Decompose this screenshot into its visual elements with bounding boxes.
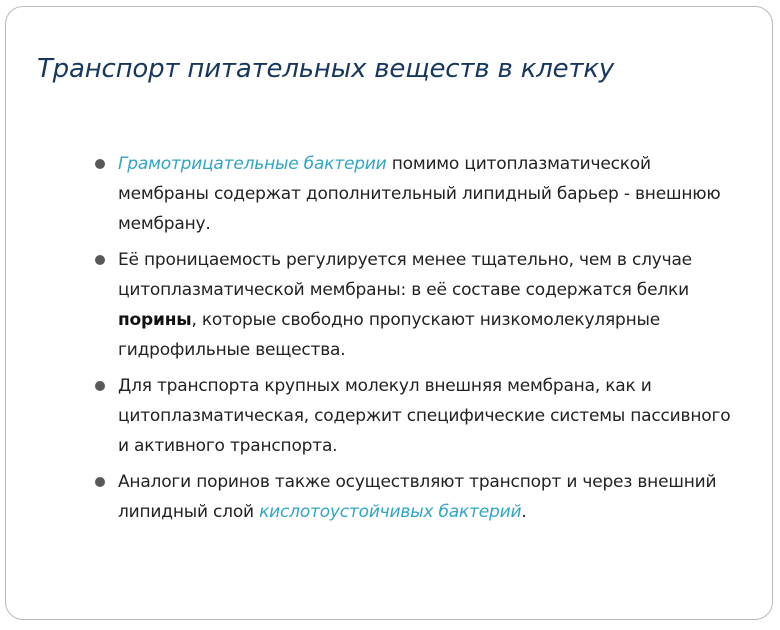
bullet-item <box>95 371 745 461</box>
bullet-text: , которые свободно пропускают низкомолекулярные гидрофильные вещества. <box>118 310 660 360</box>
bullet-dot-icon <box>95 255 105 265</box>
bullet-text: Для транспорта крупных молекул внешняя мембрана, как и цитоплазматическая, содержит специфические системы пассивного и активного транспорта. <box>118 376 731 456</box>
bullet-item <box>95 149 745 239</box>
bullet-item <box>95 467 745 527</box>
bullet-text: Аналоги поринов также осуществляют транспорт и через внешний липидный слой <box>118 472 717 522</box>
bold-term: порины <box>118 310 192 330</box>
bullet-dot-icon <box>95 381 105 391</box>
slide <box>5 6 773 620</box>
bullet-dot-icon <box>95 477 105 487</box>
slide-title: Транспорт питательных веществ в клетку <box>37 54 615 84</box>
bullet-dot-icon <box>95 159 105 169</box>
highlighted-term: кислотоустойчивых бактерий <box>259 502 522 522</box>
highlighted-term: Грамотрицательные бактерии <box>118 154 387 174</box>
bullet-text: помимо цитоплазматической мембраны содержат дополнительный липидный барьер - внешнюю мембрану. <box>118 154 721 234</box>
bullet-text: Её проницаемость регулируется менее тщательно, чем в случае цитоплазматической мембраны: в её составе содержатся белки <box>118 250 692 300</box>
bullet-item <box>95 245 745 365</box>
bullet-text: . <box>521 502 527 522</box>
bullet-list <box>95 149 745 533</box>
